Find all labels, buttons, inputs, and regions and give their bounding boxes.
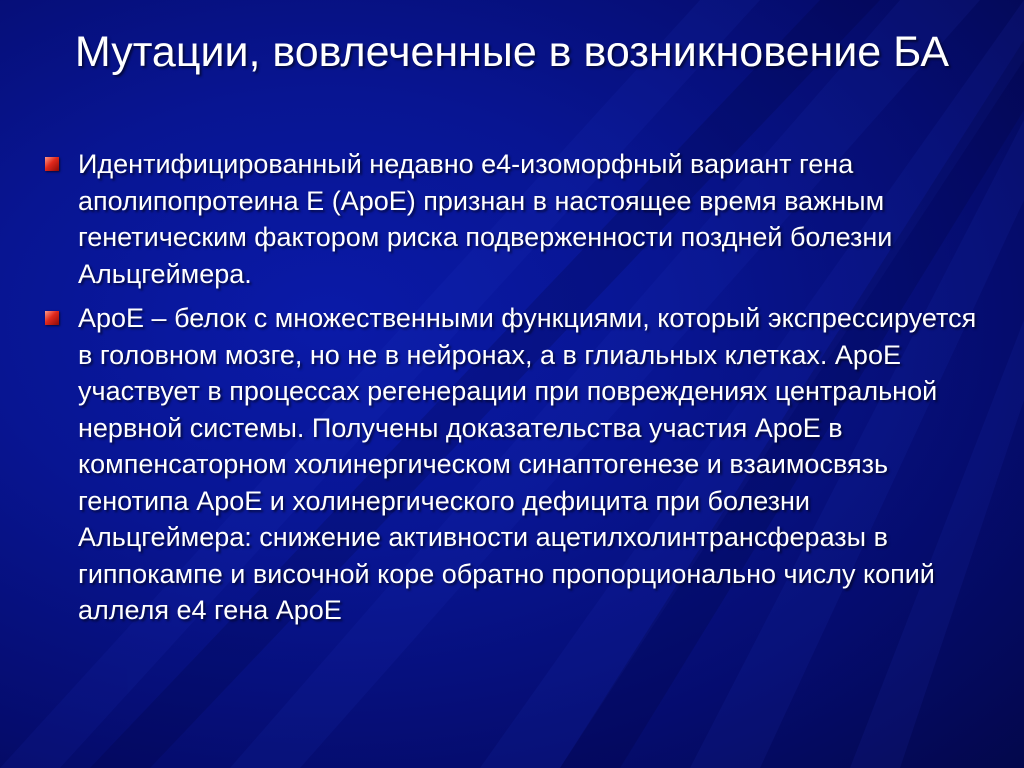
square-bullet-icon <box>45 157 59 171</box>
bullet-text: АроЕ – белок с множественными функциями, который экспрессируется в головном мозге, но не в нейронах, а в глиальных клетках. АроЕ участвует в процессах регенерации при повреждениях центральной нервной системы. Получены доказательства участия АроЕ в компенсаторном холинергическом синаптогенезе и взаимосвязь генотипа АроЕ и холинергического дефицита при болезни Альцгеймера: снижение активности ацетилхолинтрансферазы в гиппокампе и височной коре обратно пропорционально числу копий аллеля е4 гена АроЕ <box>78 303 977 625</box>
square-bullet-icon <box>45 311 59 325</box>
slide-title: Мутации, вовлеченные в возникновение БА <box>74 28 950 76</box>
bullet-item <box>44 146 984 292</box>
bullet-text: Идентифицированный недавно е4-изоморфный вариант гена аполипопротеина Е (АроЕ) признан в настоящее время важным генетическим фактором риска подверженности поздней болезни Альцгеймера. <box>78 149 893 289</box>
bullet-item <box>44 300 984 629</box>
bullet-list <box>44 146 984 637</box>
